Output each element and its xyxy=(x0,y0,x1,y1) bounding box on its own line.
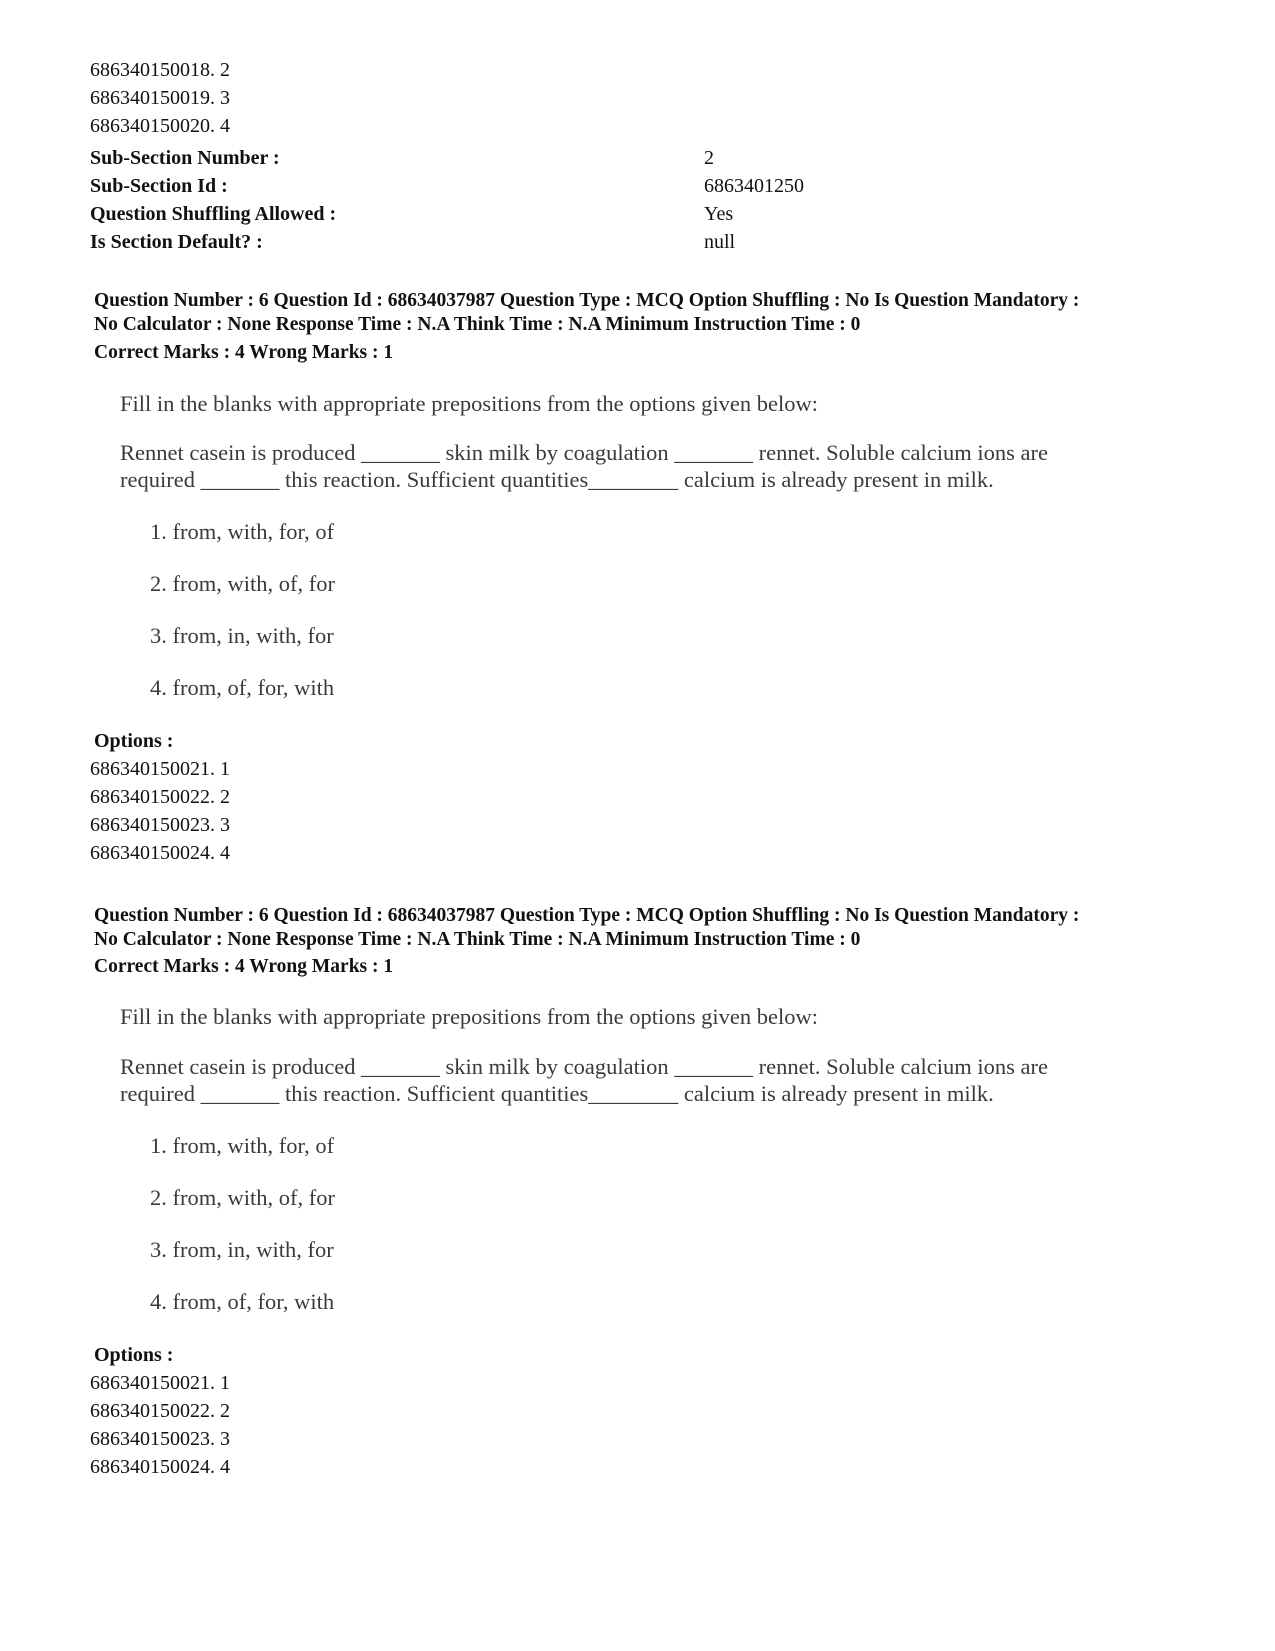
answer-choice: 2. from, with, of, for xyxy=(150,571,335,596)
question-header-line: No Calculator : None Response Time : N.A Think Time : N.A Minimum Instruction Time : 0 xyxy=(94,314,861,335)
section-default-label: Is Section Default? : xyxy=(90,231,263,253)
subsection-number-value: 2 xyxy=(704,147,714,169)
answer-choice: 3. from, in, with, for xyxy=(150,623,334,648)
question-prompt: Fill in the blanks with appropriate prepositions from the options given below: xyxy=(120,391,819,416)
option-line: 686340150018. 2 xyxy=(90,59,230,81)
option-line: 686340150022. 2 xyxy=(90,1400,230,1422)
option-line: 686340150024. 4 xyxy=(90,1456,230,1478)
option-line: 686340150021. 1 xyxy=(90,1372,230,1394)
answer-choice: 1. from, with, for, of xyxy=(150,1133,335,1158)
answer-choice: 4. from, of, for, with xyxy=(150,1289,335,1314)
option-line: 686340150024. 4 xyxy=(90,842,230,864)
section-default-value: null xyxy=(704,231,736,253)
question-passage-line: required _______ this reaction. Sufficient quantities________ calcium is already present in milk. xyxy=(120,1081,994,1106)
question-passage-line: Rennet casein is produced _______ skin milk by coagulation _______ rennet. Soluble calcium ions are xyxy=(120,440,1048,465)
option-line: 686340150020. 4 xyxy=(90,115,230,137)
question-passage-line: required _______ this reaction. Sufficient quantities________ calcium is already present in milk. xyxy=(120,467,994,492)
subsection-number-label: Sub-Section Number : xyxy=(90,147,280,169)
option-line: 686340150022. 2 xyxy=(90,786,230,808)
question-marks: Correct Marks : 4 Wrong Marks : 1 xyxy=(94,342,394,363)
subsection-id-label: Sub-Section Id : xyxy=(90,175,228,197)
question-marks: Correct Marks : 4 Wrong Marks : 1 xyxy=(94,956,394,977)
question-header-line: Question Number : 6 Question Id : 68634037987 Question Type : MCQ Option Shuffling : No Is Question Mandatory : xyxy=(94,290,1080,311)
question-shuffling-label: Question Shuffling Allowed : xyxy=(90,203,337,225)
subsection-id-value: 6863401250 xyxy=(704,175,804,197)
question-header-line: No Calculator : None Response Time : N.A Think Time : N.A Minimum Instruction Time : 0 xyxy=(94,929,861,950)
option-line: 686340150021. 1 xyxy=(90,758,230,780)
option-line: 686340150023. 3 xyxy=(90,1428,230,1450)
option-line: 686340150023. 3 xyxy=(90,814,230,836)
answer-choice: 4. from, of, for, with xyxy=(150,675,335,700)
question-prompt: Fill in the blanks with appropriate prepositions from the options given below: xyxy=(120,1004,819,1029)
options-label: Options : xyxy=(94,1344,174,1366)
question-passage-line: Rennet casein is produced _______ skin milk by coagulation _______ rennet. Soluble calcium ions are xyxy=(120,1054,1048,1079)
answer-choice: 2. from, with, of, for xyxy=(150,1185,335,1210)
question-shuffling-value: Yes xyxy=(704,203,734,225)
options-label: Options : xyxy=(94,730,174,752)
answer-choice: 3. from, in, with, for xyxy=(150,1237,334,1262)
option-line: 686340150019. 3 xyxy=(90,87,230,109)
answer-choice: 1. from, with, for, of xyxy=(150,519,335,544)
question-header-line: Question Number : 6 Question Id : 68634037987 Question Type : MCQ Option Shuffling : No Is Question Mandatory : xyxy=(94,905,1080,926)
